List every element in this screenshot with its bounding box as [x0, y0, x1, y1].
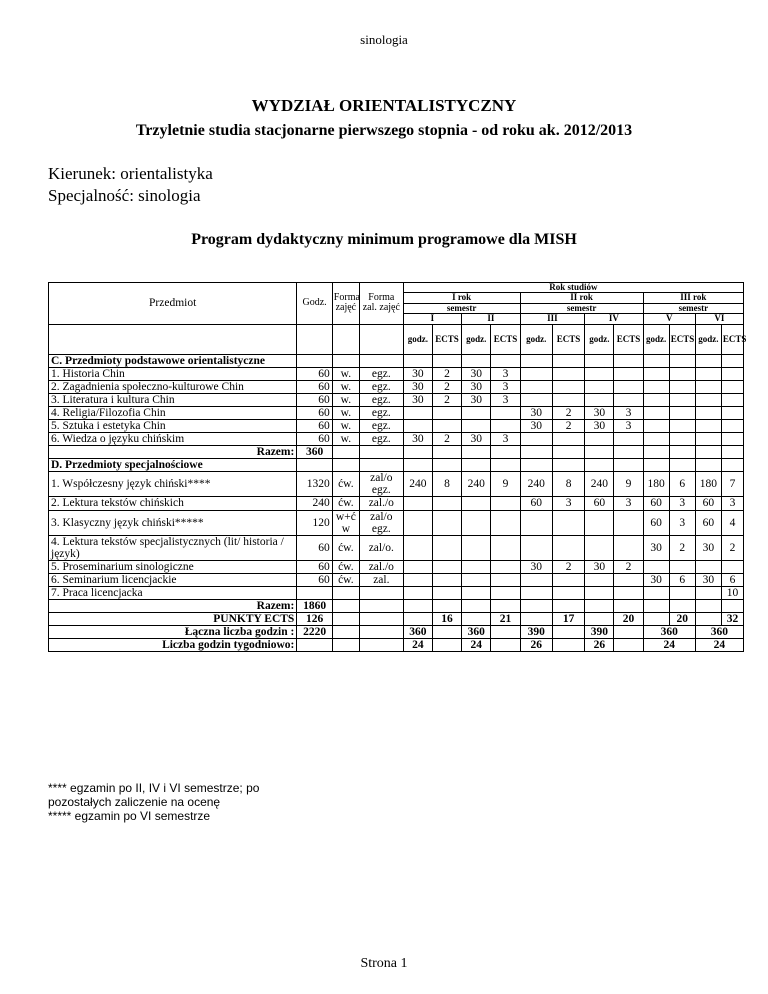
subject-name: 2. Lektura tekstów chińskich	[49, 497, 297, 510]
semester-cell	[491, 407, 520, 420]
specialization: Specjalność: sinologia	[48, 186, 201, 205]
subject-hours: 240	[297, 497, 332, 510]
table-row	[49, 497, 744, 510]
semester-cell: 30	[520, 560, 552, 573]
hours-sem-2: 360	[462, 626, 491, 639]
semester-cell	[695, 407, 721, 420]
semester-cell: 4	[721, 510, 743, 535]
semester-cell: 2	[721, 535, 743, 560]
subject-name: 6. Seminarium licencjackie	[49, 573, 297, 586]
semester-cell	[585, 573, 614, 586]
semester-cell: 8	[552, 472, 584, 497]
semester-cell	[643, 586, 669, 599]
semester-cell: 2	[552, 407, 584, 420]
semester-cell	[669, 407, 695, 420]
semester-cell: 9	[491, 472, 520, 497]
semester-cell	[614, 433, 643, 446]
class-form-header: Forma zajęć	[332, 283, 359, 325]
sub-header: godz.	[403, 324, 432, 354]
hours-sem-4: 390	[585, 626, 614, 639]
semester-cell: 3	[614, 407, 643, 420]
semester-cell	[643, 560, 669, 573]
semester-header: semestr	[643, 303, 743, 313]
semester-cell: 2	[552, 560, 584, 573]
semester-cell	[614, 510, 643, 535]
semester-cell	[552, 367, 584, 380]
semester-cell	[669, 367, 695, 380]
ects-sem-6: 32	[721, 613, 743, 626]
subject-hours	[297, 586, 332, 599]
semester-cell	[432, 497, 461, 510]
subject-class-form: w.	[332, 420, 359, 433]
subject-credit-form: zal./o	[359, 560, 403, 573]
year-2-header: II rok	[520, 293, 643, 303]
table-row	[49, 586, 744, 599]
semester-cell: 3	[614, 420, 643, 433]
weekly-sem-5: 24	[643, 639, 695, 652]
semester-cell	[643, 367, 669, 380]
semester-cell	[669, 433, 695, 446]
semester-cell	[669, 393, 695, 406]
subject-credit-form: egz.	[359, 407, 403, 420]
semester-cell	[614, 573, 643, 586]
semester-cell	[614, 367, 643, 380]
subject-class-form: w.	[332, 393, 359, 406]
semester-cell	[403, 586, 432, 599]
subject-name: 6. Wiedza o języku chińskim	[49, 433, 297, 446]
semester-cell: 30	[643, 573, 669, 586]
subject-hours: 120	[297, 510, 332, 535]
semester-cell: 180	[643, 472, 669, 497]
subject-credit-form: zal/o egz.	[359, 472, 403, 497]
semester-cell	[520, 586, 552, 599]
semester-cell: 10	[721, 586, 743, 599]
subject-class-form: w.	[332, 380, 359, 393]
semester-cell	[695, 393, 721, 406]
semester-cell	[432, 535, 461, 560]
semester-cell	[403, 573, 432, 586]
semester-cell	[552, 573, 584, 586]
semester-cell	[520, 380, 552, 393]
weekly-sem-4: 26	[585, 639, 614, 652]
semester-cell	[432, 573, 461, 586]
subject-class-form: w.	[332, 367, 359, 380]
semester-cell	[721, 420, 743, 433]
subject-credit-form: egz.	[359, 420, 403, 433]
subject-credit-form: egz.	[359, 367, 403, 380]
semester-3-header: III	[520, 314, 585, 324]
table-row	[49, 472, 744, 497]
semester-cell	[491, 510, 520, 535]
semester-cell	[585, 535, 614, 560]
semester-cell	[403, 420, 432, 433]
studies-subtitle: Trzyletnie studia stacjonarne pierwszego stopnia - od roku ak. 2012/2013	[135, 122, 633, 139]
subject-name: 1. Współczesny język chiński****	[49, 472, 297, 497]
table-row	[49, 573, 744, 586]
semester-cell: 60	[695, 510, 721, 535]
semester-cell	[462, 586, 491, 599]
subject-name: 5. Sztuka i estetyka Chin	[49, 420, 297, 433]
semester-cell: 60	[643, 497, 669, 510]
footnote-line: ***** egzamin po VI semestrze	[48, 809, 211, 823]
subject-class-form: w.	[332, 433, 359, 446]
semester-cell	[491, 560, 520, 573]
semester-cell	[614, 535, 643, 560]
semester-cell: 3	[614, 497, 643, 510]
semester-cell	[585, 367, 614, 380]
footnote-line: **** egzamin po II, IV i VI semestrze; po	[48, 781, 260, 795]
ects-sem-3: 17	[552, 613, 584, 626]
semester-cell: 30	[585, 560, 614, 573]
semester-cell: 2	[669, 535, 695, 560]
subject-credit-form: egz.	[359, 393, 403, 406]
ects-total-label: PUNKTY ECTS	[49, 613, 297, 626]
ects-sem-1: 16	[432, 613, 461, 626]
semester-cell	[585, 380, 614, 393]
ects-sem-4: 20	[614, 613, 643, 626]
table-row	[49, 380, 744, 393]
semester-cell	[432, 586, 461, 599]
subject-hours: 60	[297, 407, 332, 420]
hours-sem-6: 360	[695, 626, 743, 639]
semester-cell: 30	[695, 573, 721, 586]
semester-cell	[721, 380, 743, 393]
semester-cell	[695, 367, 721, 380]
ects-total-value: 126	[297, 613, 332, 626]
semester-cell	[695, 380, 721, 393]
semester-cell	[552, 380, 584, 393]
program-title: Program dydaktyczny minimum programowe dla MISH	[191, 231, 577, 248]
subject-name: 4. Religia/Filozofia Chin	[49, 407, 297, 420]
semester-cell	[669, 420, 695, 433]
sub-header: godz.	[643, 324, 669, 354]
semester-cell	[695, 560, 721, 573]
subject-hours: 60	[297, 560, 332, 573]
subject-credit-form	[359, 586, 403, 599]
total-hours-value: 2220	[297, 626, 332, 639]
subject-name: 7. Praca licencjacka	[49, 586, 297, 599]
total-hours-label: Łączna liczba godzin :	[49, 626, 297, 639]
semester-cell	[432, 560, 461, 573]
subject-hours: 60	[297, 535, 332, 560]
subject-header: Przedmiot	[49, 283, 297, 325]
semester-cell	[585, 433, 614, 446]
semester-cell	[520, 510, 552, 535]
semester-1-header: I	[403, 314, 461, 324]
subject-hours: 1320	[297, 472, 332, 497]
semester-cell: 7	[721, 472, 743, 497]
semester-cell	[520, 573, 552, 586]
semester-cell: 30	[462, 393, 491, 406]
semester-cell: 30	[462, 380, 491, 393]
semester-cell	[643, 393, 669, 406]
semester-cell: 3	[721, 497, 743, 510]
semester-4-header: IV	[585, 314, 643, 324]
sub-header: ECTS	[669, 324, 695, 354]
semester-cell	[669, 560, 695, 573]
semester-cell: 30	[462, 433, 491, 446]
table-row	[49, 535, 744, 560]
table-row	[49, 560, 744, 573]
semester-cell: 3	[491, 380, 520, 393]
semester-header: semestr	[403, 303, 520, 313]
table-row	[49, 420, 744, 433]
subject-name: 4. Lektura tekstów specjalistycznych (lit/ historia / język)	[49, 535, 297, 560]
subject-class-form: w.	[332, 407, 359, 420]
program-table	[48, 282, 747, 652]
semester-cell	[721, 407, 743, 420]
semester-cell	[552, 586, 584, 599]
year-1-header: I rok	[403, 293, 520, 303]
semester-cell: 6	[669, 472, 695, 497]
subject-hours: 60	[297, 433, 332, 446]
semester-cell	[643, 407, 669, 420]
semester-cell: 30	[520, 420, 552, 433]
semester-cell	[462, 573, 491, 586]
semester-cell	[552, 510, 584, 535]
semester-cell	[585, 393, 614, 406]
semester-cell	[491, 586, 520, 599]
subject-credit-form: zal.	[359, 573, 403, 586]
section-c-total-value: 360	[297, 446, 332, 459]
semester-cell	[585, 510, 614, 535]
semester-cell	[721, 560, 743, 573]
sub-header: godz.	[462, 324, 491, 354]
semester-2-header: II	[462, 314, 520, 324]
semester-cell: 2	[432, 380, 461, 393]
semester-cell: 8	[432, 472, 461, 497]
section-c-rows	[49, 367, 744, 445]
hours-header: Godz.	[297, 283, 332, 325]
footnote-line: pozostałych zaliczenie na ocenę	[48, 795, 221, 809]
subject-class-form: ćw.	[332, 497, 359, 510]
subject-class-form: ćw.	[332, 472, 359, 497]
semester-cell: 30	[643, 535, 669, 560]
semester-cell	[403, 407, 432, 420]
sub-header: ECTS	[721, 324, 743, 354]
semester-cell	[491, 573, 520, 586]
semester-cell	[462, 420, 491, 433]
page-header: sinologia	[360, 32, 408, 47]
semester-cell	[520, 367, 552, 380]
semester-cell	[520, 433, 552, 446]
subject-name: 3. Literatura i kultura Chin	[49, 393, 297, 406]
semester-cell	[462, 497, 491, 510]
sub-header: ECTS	[552, 324, 584, 354]
semester-cell	[643, 433, 669, 446]
subject-credit-form: zal/o.	[359, 535, 403, 560]
semester-cell: 3	[491, 433, 520, 446]
semester-cell	[552, 393, 584, 406]
semester-cell	[491, 420, 520, 433]
semester-cell: 9	[614, 472, 643, 497]
semester-cell	[695, 420, 721, 433]
year-3-header: III rok	[643, 293, 743, 303]
weekly-hours-label: Liczba godzin tygodniowo:	[49, 639, 297, 652]
subject-hours: 60	[297, 380, 332, 393]
hours-sem-5: 360	[643, 626, 695, 639]
semester-cell: 30	[585, 420, 614, 433]
study-year-header: Rok studiów	[403, 283, 743, 293]
semester-cell: 3	[491, 393, 520, 406]
semester-header: semestr	[520, 303, 643, 313]
semester-cell	[669, 380, 695, 393]
table-row	[49, 367, 744, 380]
semester-cell	[695, 433, 721, 446]
semester-cell	[643, 420, 669, 433]
semester-cell	[614, 380, 643, 393]
subject-name: 3. Klasyczny język chiński*****	[49, 510, 297, 535]
semester-cell	[669, 586, 695, 599]
semester-cell	[403, 497, 432, 510]
weekly-sem-6: 24	[695, 639, 743, 652]
semester-cell: 6	[669, 573, 695, 586]
weekly-sem-2: 24	[462, 639, 491, 652]
subject-class-form: ćw.	[332, 560, 359, 573]
table-row	[49, 510, 744, 535]
weekly-sem-1: 24	[403, 639, 432, 652]
subject-hours: 60	[297, 573, 332, 586]
semester-cell	[491, 497, 520, 510]
semester-cell: 3	[669, 497, 695, 510]
semester-cell	[614, 586, 643, 599]
semester-cell: 3	[552, 497, 584, 510]
subject-class-form: ćw.	[332, 535, 359, 560]
semester-cell: 3	[491, 367, 520, 380]
semester-cell	[432, 510, 461, 535]
semester-cell: 60	[695, 497, 721, 510]
semester-cell: 30	[403, 393, 432, 406]
subject-name: 2. Zagadnienia społeczno-kulturowe Chin	[49, 380, 297, 393]
semester-cell: 30	[462, 367, 491, 380]
semester-cell: 3	[669, 510, 695, 535]
section-c-title: C. Przedmioty podstawowe orientalistyczne	[49, 354, 297, 367]
semester-cell	[462, 535, 491, 560]
weekly-sem-3: 26	[520, 639, 552, 652]
semester-cell	[520, 535, 552, 560]
semester-cell: 2	[552, 420, 584, 433]
semester-cell	[403, 535, 432, 560]
field-of-study: Kierunek: orientalistyka	[48, 164, 213, 183]
semester-cell	[432, 407, 461, 420]
semester-cell	[721, 393, 743, 406]
semester-6-header: VI	[695, 314, 743, 324]
page-number: Strona 1	[360, 956, 408, 971]
semester-cell: 2	[432, 433, 461, 446]
semester-cell	[552, 535, 584, 560]
semester-cell	[462, 407, 491, 420]
semester-cell	[432, 420, 461, 433]
semester-cell	[403, 510, 432, 535]
semester-cell	[552, 433, 584, 446]
semester-cell	[721, 433, 743, 446]
semester-cell: 60	[520, 497, 552, 510]
semester-cell	[491, 535, 520, 560]
section-d-rows	[49, 472, 744, 600]
semester-cell: 240	[462, 472, 491, 497]
semester-cell: 240	[520, 472, 552, 497]
sub-header: godz.	[695, 324, 721, 354]
semester-cell	[462, 510, 491, 535]
subject-hours: 60	[297, 393, 332, 406]
semester-cell: 2	[432, 393, 461, 406]
semester-cell: 60	[585, 497, 614, 510]
subject-class-form: w+ć w	[332, 510, 359, 535]
semester-cell: 2	[614, 560, 643, 573]
table-row	[49, 407, 744, 420]
hours-sem-1: 360	[403, 626, 432, 639]
semester-cell: 30	[403, 433, 432, 446]
credit-form-header: Forma zal. zajęć	[359, 283, 403, 325]
semester-cell: 30	[695, 535, 721, 560]
semester-cell: 30	[585, 407, 614, 420]
semester-cell: 30	[403, 380, 432, 393]
subject-hours: 60	[297, 420, 332, 433]
section-d-title: D. Przedmioty specjalnościowe	[49, 459, 297, 472]
semester-cell	[462, 560, 491, 573]
ects-sem-2: 21	[491, 613, 520, 626]
sub-header: ECTS	[491, 324, 520, 354]
table-row	[49, 393, 744, 406]
semester-5-header: V	[643, 314, 695, 324]
semester-cell	[695, 586, 721, 599]
semester-cell: 180	[695, 472, 721, 497]
subject-credit-form: egz.	[359, 380, 403, 393]
semester-cell: 240	[585, 472, 614, 497]
subject-class-form: ćw.	[332, 573, 359, 586]
sub-header: ECTS	[614, 324, 643, 354]
table-row	[49, 433, 744, 446]
semester-cell: 60	[643, 510, 669, 535]
subject-credit-form: zal/o egz.	[359, 510, 403, 535]
faculty-title: WYDZIAŁ ORIENTALISTYCZNY	[251, 96, 517, 115]
semester-cell: 30	[403, 367, 432, 380]
semester-cell	[520, 393, 552, 406]
subject-name: 5. Proseminarium sinologiczne	[49, 560, 297, 573]
semester-cell	[403, 560, 432, 573]
sub-header: ECTS	[432, 324, 461, 354]
subject-credit-form: zal./o	[359, 497, 403, 510]
subject-class-form	[332, 586, 359, 599]
hours-sem-3: 390	[520, 626, 552, 639]
section-d-total-value: 1860	[297, 599, 332, 612]
semester-cell: 240	[403, 472, 432, 497]
section-c-total-label: Razem:	[49, 446, 297, 459]
subject-name: 1. Historia Chin	[49, 367, 297, 380]
semester-cell	[585, 586, 614, 599]
section-d-total-label: Razem:	[49, 599, 297, 612]
subject-credit-form: egz.	[359, 433, 403, 446]
semester-cell: 6	[721, 573, 743, 586]
sub-header: godz.	[520, 324, 552, 354]
semester-cell: 2	[432, 367, 461, 380]
semester-cell	[721, 367, 743, 380]
subject-hours: 60	[297, 367, 332, 380]
semester-cell	[643, 380, 669, 393]
semester-cell: 30	[520, 407, 552, 420]
sub-header: godz.	[585, 324, 614, 354]
ects-sem-5: 20	[669, 613, 695, 626]
semester-cell	[614, 393, 643, 406]
